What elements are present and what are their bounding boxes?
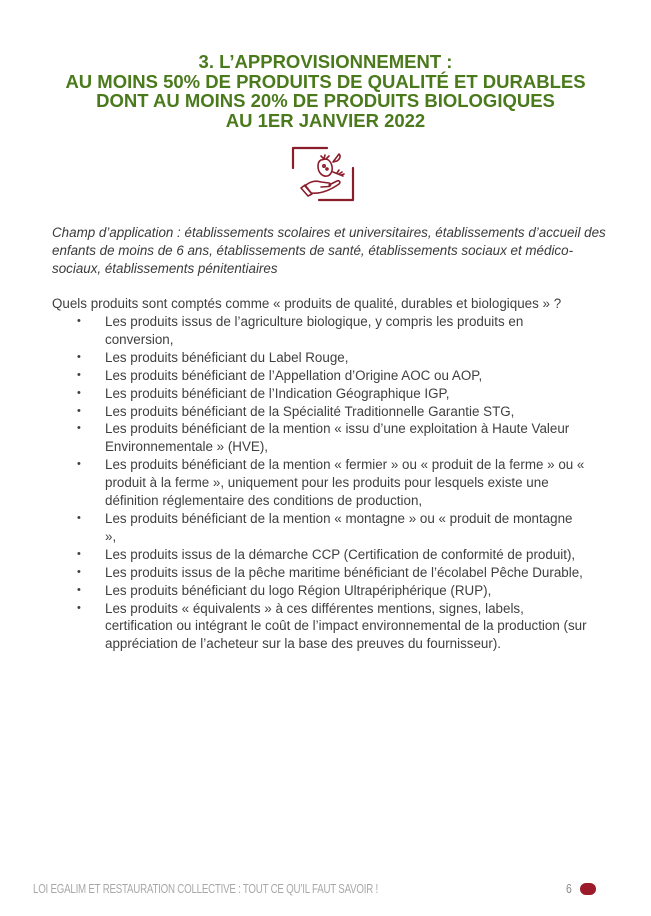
list-item bbox=[0, 456, 587, 510]
section-title-line: AU 1ER JANVIER 2022 bbox=[225, 109, 426, 131]
list-item-text: Les produits bénéficiant de la Spécialité Traditionnelle Garantie STG, bbox=[105, 403, 515, 419]
page-number: 6 bbox=[566, 881, 572, 896]
section-title bbox=[0, 52, 651, 130]
bullet-icon: • bbox=[77, 547, 81, 560]
question-text: Quels produits sont comptés comme « produits de qualité, durables et biologiques » ? bbox=[52, 296, 562, 311]
list-item bbox=[0, 313, 587, 349]
list-item bbox=[0, 385, 587, 403]
bullet-icon: • bbox=[77, 601, 81, 614]
list-item-text: Les produits bénéficiant de l’Indication Géographique IGP, bbox=[105, 385, 450, 401]
bullet-icon: • bbox=[77, 565, 81, 578]
list-item-text: Les produits bénéficiant de la mention « issu d’une exploitation à Haute Valeur Environnementale » (HVE), bbox=[105, 421, 570, 455]
bullet-icon: • bbox=[77, 422, 81, 435]
hand-holding-produce-icon bbox=[291, 146, 355, 202]
eligible-products-list bbox=[0, 313, 651, 653]
bullet-icon: • bbox=[77, 315, 81, 327]
bullet-icon: • bbox=[77, 511, 81, 524]
list-item-text: Les produits issus de la démarche CCP (Certification de conformité de produit), bbox=[105, 546, 576, 562]
bullet-icon: • bbox=[77, 386, 81, 399]
bullet-icon: • bbox=[77, 350, 81, 363]
scope-paragraph: Champ d’application : établissements scolaires et universitaires, établissements d’accueil des enfants de moins de 6 ans, établissements de santé, établissements sociaux et médico-sociaux, établissements pénitentiaires bbox=[52, 225, 606, 276]
list-item bbox=[0, 564, 587, 582]
bullet-icon: • bbox=[77, 368, 81, 381]
list-item-text: Les produits issus de l’agriculture biologique, y compris les produits en conversion, bbox=[105, 314, 524, 347]
page-accent-marker bbox=[580, 883, 596, 895]
section-title-line: DONT AU MOINS 20% DE PRODUITS BIOLOGIQUES bbox=[96, 90, 555, 111]
list-item bbox=[0, 403, 587, 421]
list-item-text: Les produits bénéficiant du logo Région Ultrapériphérique (RUP), bbox=[105, 582, 492, 598]
list-item bbox=[0, 582, 587, 600]
list-item bbox=[0, 600, 587, 654]
list-item bbox=[0, 510, 587, 546]
list-item-text: Les produits issus de la pêche maritime bénéficiant de l’écolabel Pêche Durable, bbox=[105, 564, 583, 580]
bullet-icon: • bbox=[77, 404, 81, 417]
list-item bbox=[0, 546, 587, 564]
list-item-text: Les produits « équivalents » à ces différentes mentions, signes, labels, certification ou intégrant le coût de l’impact environnemental de la production (sur appréciation de l’acheteur sur la base des preuves du fournisseur). bbox=[105, 600, 587, 652]
list-item-text: Les produits bénéficiant de la mention « fermier » ou « produit de la ferme » ou « produit à la ferme », uniquement pour les produits pour lesquels existe une définition réglementaire des conditions de production, bbox=[105, 457, 585, 509]
list-item-text: Les produits bénéficiant de l’Appellation d’Origine AOC ou AOP, bbox=[105, 367, 483, 383]
list-item-text: Les produits bénéficiant du Label Rouge, bbox=[105, 349, 349, 365]
footer-title: LOI EGALIM ET RESTAURATION COLLECTIVE : TOUT CE QU’IL FAUT SAVOIR ! bbox=[33, 882, 378, 896]
bullet-icon: • bbox=[77, 583, 81, 596]
list-item-text: Les produits bénéficiant de la mention « montagne » ou « produit de montagne », bbox=[105, 510, 573, 544]
list-item bbox=[0, 420, 587, 456]
bullet-icon: • bbox=[77, 458, 81, 471]
list-item bbox=[0, 367, 587, 385]
section-title-line: 3. L’APPROVISIONNEMENT : bbox=[198, 51, 453, 72]
section-title-line: AU MOINS 50% DE PRODUITS DE QUALITÉ ET DURABLES bbox=[65, 70, 586, 92]
list-item bbox=[0, 349, 587, 367]
